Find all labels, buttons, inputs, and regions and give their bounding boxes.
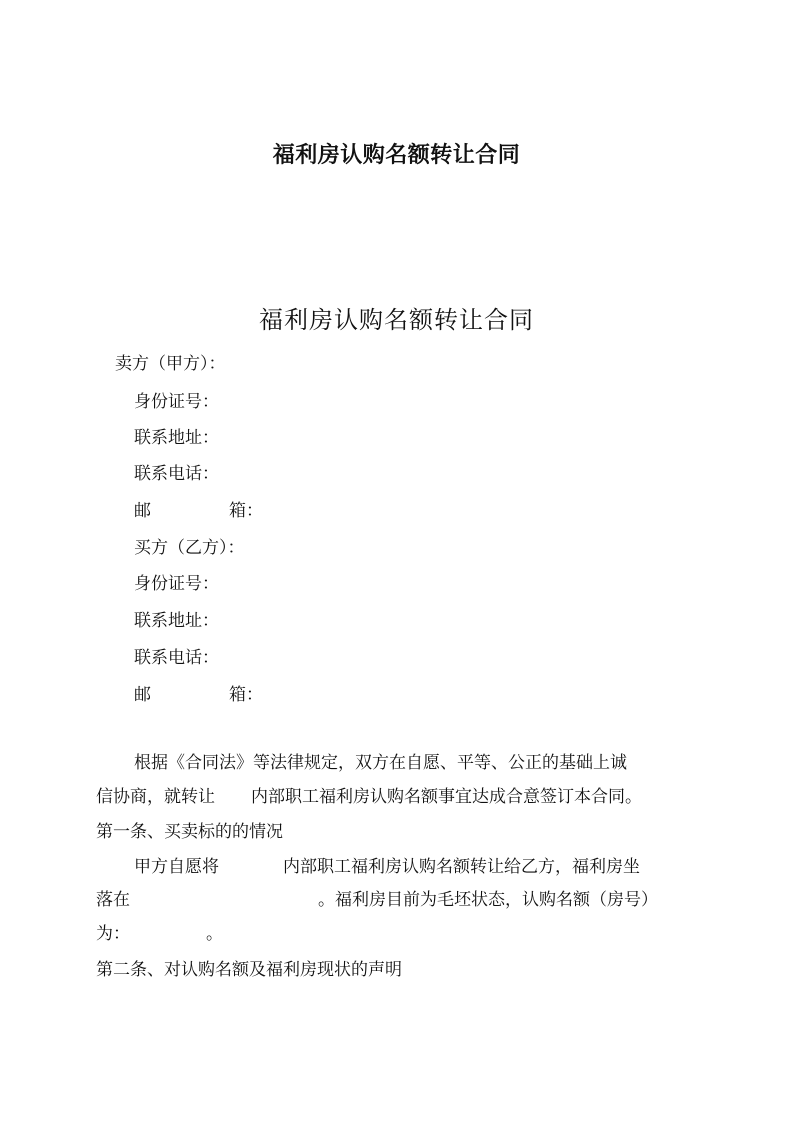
article-1-line-1 [134,856,640,878]
buyer-email-label-part1: 邮 [134,685,151,705]
buyer-email-label-part2: 箱： [229,685,263,705]
seller-email-label-part1: 邮 [134,501,151,521]
article-1-line-2-start: 落在 [96,890,130,910]
article-1-line-2 [96,889,658,911]
article-1-heading: 第一条、买卖标的的情况 [96,822,283,842]
seller-email-label [134,500,263,522]
document-title: 福利房认购名额转让合同 [272,143,521,168]
article-1-line-3-end: 。 [206,924,223,944]
article-1-line-1-start: 甲方自愿将 [134,857,219,877]
preamble-line-1: 根据《合同法》等法律规定，双方在自愿、平等、公正的基础上诚 [134,753,627,773]
seller-address-label: 联系地址： [134,428,219,448]
seller-id-label: 身份证号： [134,392,219,412]
buyer-id-label: 身份证号： [134,574,219,594]
seller-phone-label: 联系电话： [134,464,219,484]
seller-label: 卖方（甲方）： [115,354,226,374]
buyer-email-label [134,684,263,706]
preamble-line-2-start: 信协商，就转让 [96,787,215,807]
article-1-line-1-end: 内部职工福利房认购名额转让给乙方，福利房坐 [283,857,640,877]
preamble-line-2 [96,786,642,808]
preamble-line-2-end: 内部职工福利房认购名额事宜达成合意签订本合同。 [251,787,642,807]
article-1-line-3-start: 为： [96,924,130,944]
article-2-heading: 第二条、对认购名额及福利房现状的声明 [96,960,402,980]
buyer-address-label: 联系地址： [134,611,219,631]
article-1-line-2-end: 。福利房目前为毛坯状态，认购名额（房号） [318,890,658,910]
buyer-label: 买方（乙方）： [134,538,245,558]
article-1-line-3 [96,923,223,945]
contract-heading: 福利房认购名额转让合同 [259,306,534,334]
buyer-phone-label: 联系电话： [134,648,219,668]
seller-email-label-part2: 箱： [229,501,263,521]
